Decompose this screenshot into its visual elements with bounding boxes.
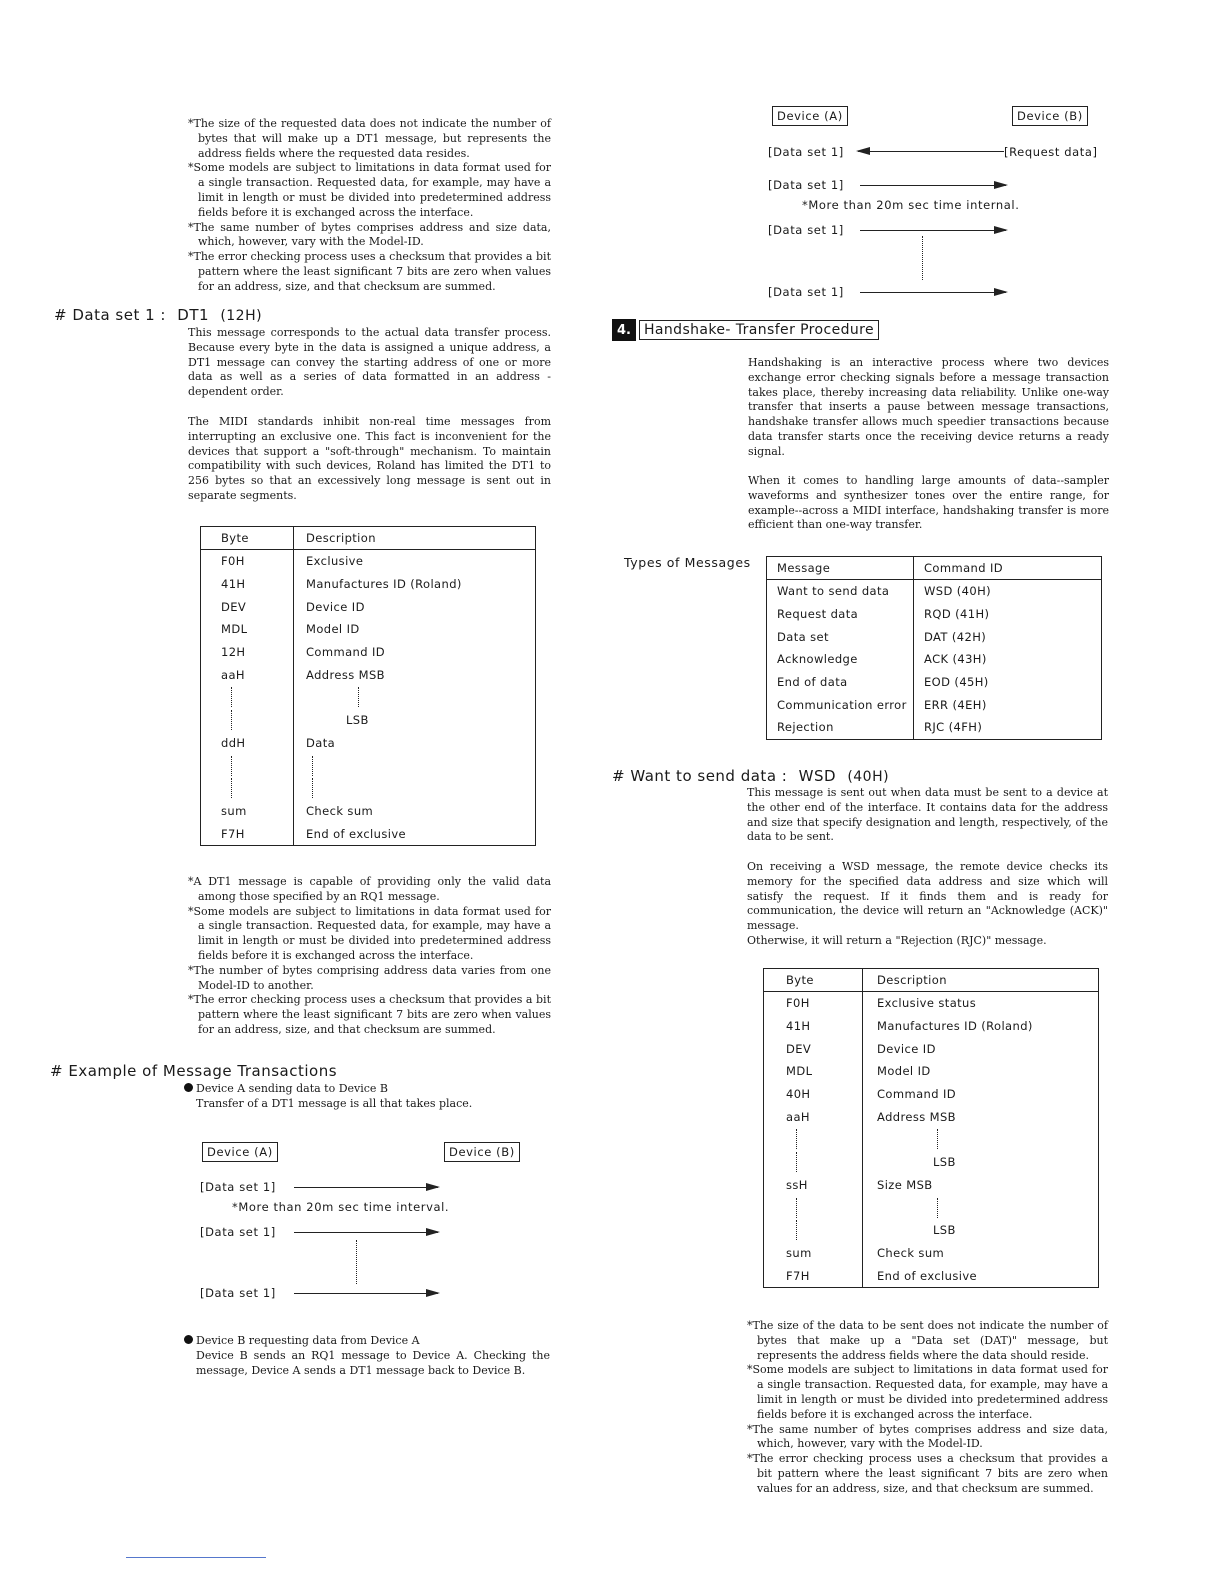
wsd-paragraph-3: Otherwise, it will return a "Rejection (RJC)" message. bbox=[747, 934, 1047, 947]
wsd-heading: # Want to send data : WSD (40H) bbox=[612, 767, 890, 785]
device-b-box: Device (B) bbox=[444, 1142, 520, 1162]
wsd-notes bbox=[747, 1319, 1108, 1497]
table-row: DEV Device ID bbox=[764, 1037, 1098, 1060]
note: *The same number of bytes comprises address and size data, which, however, vary with the Model-ID. bbox=[747, 1422, 1108, 1451]
data-set-label: [Data set 1] bbox=[768, 145, 844, 159]
table-row: aaH Address MSB bbox=[764, 1105, 1098, 1128]
data-set-label: [Data set 1] bbox=[200, 1225, 276, 1239]
section-number-badge: 4. bbox=[612, 319, 636, 341]
dt1-notes bbox=[188, 875, 551, 1038]
table-row: MDL Model ID bbox=[764, 1060, 1098, 1083]
device-b-box: Device (B) bbox=[1012, 106, 1088, 126]
table-row: LSB bbox=[764, 1219, 1098, 1242]
footer-rule bbox=[126, 1557, 266, 1558]
right-arrow-icon bbox=[294, 1187, 438, 1188]
top-notes bbox=[188, 117, 551, 295]
table-row: sum Check sum bbox=[201, 800, 535, 823]
table-row: Communication error ERR (4EH) bbox=[767, 693, 1101, 716]
interval-note: *More than 20m sec time internal. bbox=[802, 198, 1020, 212]
example-heading: # Example of Message Transactions bbox=[50, 1062, 338, 1080]
example-item-2: Device B requesting data from Device A Device B sends an RQ1 message to Device A. Checking the message, Device A sends a DT1 message back to Device B. bbox=[184, 1334, 550, 1378]
data-set-label: [Data set 1] bbox=[768, 285, 844, 299]
note: *The same number of bytes comprises address and size data, which, however, vary with the Model-ID. bbox=[188, 220, 551, 249]
table-row: aaH Address MSB bbox=[201, 663, 535, 686]
table-row: F0H Exclusive status bbox=[764, 992, 1098, 1015]
table-row: ssH Size MSB bbox=[764, 1174, 1098, 1197]
note: *The error checking process uses a checksum that provides a bit pattern where the least significant 7 bits are zero when values for an address, size, and that checksum are summed. bbox=[747, 1452, 1108, 1495]
device-a-box: Device (A) bbox=[202, 1142, 278, 1162]
table-row: Data set DAT (42H) bbox=[767, 625, 1101, 648]
data-set-label: [Data set 1] bbox=[200, 1180, 276, 1194]
table-row: Acknowledge ACK (43H) bbox=[767, 648, 1101, 671]
section-title: Handshake- Transfer Procedure bbox=[639, 320, 879, 340]
note: *A DT1 message is capable of providing only the valid data among those specified by an RQ1 message. bbox=[188, 875, 551, 903]
table-row: Request data RQD (41H) bbox=[767, 603, 1101, 626]
left-arrow-icon bbox=[858, 151, 1004, 152]
table-row: 12H Command ID bbox=[201, 641, 535, 664]
right-arrow-icon bbox=[860, 230, 1006, 231]
table-row: ddH Data bbox=[201, 732, 535, 755]
bullet-icon bbox=[184, 1335, 193, 1344]
wsd-paragraph-1: This message is sent out when data must be sent to a device at the other end of the interface. It contains data for the address and size that specify designation and length, respectively, of the data to be sent. bbox=[747, 786, 1108, 844]
table-row bbox=[764, 1196, 1098, 1219]
right-arrow-icon bbox=[860, 292, 1006, 293]
device-a-box: Device (A) bbox=[772, 106, 848, 126]
note: *The size of the data to be sent does not indicate the number of bytes that make up a "Data set (DAT)" message, but represents the address fields where the data should reside. bbox=[747, 1319, 1108, 1362]
table-row bbox=[201, 754, 535, 777]
right-arrow-icon bbox=[294, 1232, 438, 1233]
table-row bbox=[201, 777, 535, 800]
table-row: sum Check sum bbox=[764, 1242, 1098, 1265]
table-row: F7H End of exclusive bbox=[764, 1264, 1098, 1287]
table-row: End of data EOD (45H) bbox=[767, 671, 1101, 694]
continuation-dots bbox=[356, 1240, 357, 1284]
note: *The number of bytes comprising address data varies from one Model-ID to another. bbox=[188, 963, 551, 992]
table-row: DEV Device ID bbox=[201, 595, 535, 618]
message-types-table: Message Command ID Want to send data WSD (40H) Request data RQD (41H) Data set DAT (42H) Acknowledge ACK (43H) End of data EOD (45H) Communication error ERR (4EH) Rejection RJC (4FH) bbox=[766, 556, 1102, 740]
wsd-byte-table: Byte Description F0H Exclusive status 41H Manufactures ID (Roland) DEV Device ID MDL Model ID 40H Command ID aaH Address MSB LSB ssH Size MSB LSB sum Check sum F7H End of exclusive bbox=[763, 968, 1099, 1288]
handshake-paragraph-1: Handshaking is an interactive process where two devices exchange error checking signals before a message transaction takes place, thereby increasing data reliability. Unlike one-way transfer that inserts a pause between message transactions, handshake transfer allows much speedier transactions because data transfer starts once the receiving device returns a ready signal. bbox=[748, 356, 1109, 458]
table-row bbox=[764, 1128, 1098, 1151]
continuation-dots bbox=[922, 236, 923, 280]
dt1-paragraph-2: The MIDI standards inhibit non-real time messages from interrupting an exclusive one. This fact is inconvenient for the devices that support a "soft-through" mechanism. To maintain compatibility with such devices, Roland has limited the DT1 to 256 bytes so that an excessively long message is sent out in separate segments. bbox=[188, 415, 551, 502]
note: *The size of the requested data does not indicate the number of bytes that will make up a DT1 message, but represents the address fields where the requested data resides. bbox=[188, 117, 551, 160]
types-of-messages-label: Types of Messages bbox=[624, 555, 751, 570]
note: *The error checking process uses a checksum that provides a bit pattern where the least significant 7 bits are zero when values for an address, size, and that checksum are summed. bbox=[188, 250, 551, 293]
table-row: LSB bbox=[201, 709, 535, 732]
table-row: LSB bbox=[764, 1151, 1098, 1174]
request-data-label: [Request data] bbox=[1004, 145, 1098, 159]
example-item-1: Device A sending data to Device B Transfer of a DT1 message is all that takes place. bbox=[184, 1082, 554, 1112]
dt1-heading: # Data set 1 : DT1 (12H) bbox=[54, 306, 263, 324]
table-row: F0H Exclusive bbox=[201, 550, 535, 573]
bullet-icon bbox=[184, 1083, 193, 1092]
right-arrow-icon bbox=[294, 1293, 438, 1294]
wsd-paragraph-2: On receiving a WSD message, the remote device checks its memory for the specified data address and size which will satisfy the request. If it finds them and is ready for communication, the device will return an "Acknowledge (ACK)" message. bbox=[747, 860, 1108, 933]
data-set-label: [Data set 1] bbox=[768, 178, 844, 192]
section-heading bbox=[612, 319, 879, 341]
right-arrow-icon bbox=[860, 185, 1006, 186]
table-row: 41H Manufactures ID (Roland) bbox=[201, 573, 535, 596]
table-row: 40H Command ID bbox=[764, 1083, 1098, 1106]
table-row bbox=[201, 686, 535, 709]
interval-note: *More than 20m sec time interval. bbox=[232, 1200, 450, 1214]
note: *Some models are subject to limitations in data format used for a single transaction. Requested data, for example, may have a limit in length or must be divided into predetermined address fields before it is exchanged across the interface. bbox=[188, 161, 551, 219]
data-set-label: [Data set 1] bbox=[200, 1286, 276, 1300]
dt1-byte-table: Byte Description F0H Exclusive 41H Manufactures ID (Roland) DEV Device ID MDL Model ID 12H Command ID aaH Address MSB LSB ddH Data sum Check sum F7H End of exclusive bbox=[200, 526, 536, 846]
table-row: 41H Manufactures ID (Roland) bbox=[764, 1015, 1098, 1038]
note: *The error checking process uses a checksum that provides a bit pattern where the least significant 7 bits are zero when values for an address, size, and that checksum are summed. bbox=[188, 993, 551, 1036]
table-row: F7H End of exclusive bbox=[201, 822, 535, 845]
table-row: Rejection RJC (4FH) bbox=[767, 716, 1101, 739]
note: *Some models are subject to limitations in data format used for a single transaction. Requested data, for example, may have a limit in length or must be divided into predetermined address fields before it is exchanged across the interface. bbox=[188, 904, 551, 962]
note: *Some models are subject to limitations in data format used for a single transaction. Requested data, for example, may have a limit in length or must be divided into predetermined address fields before it is exchanged across the interface. bbox=[747, 1363, 1108, 1421]
table-row: Want to send data WSD (40H) bbox=[767, 580, 1101, 603]
dt1-paragraph-1: This message corresponds to the actual data transfer process. Because every byte in the data is assigned a unique address, a DT1 message can convey the starting address of one or more data as well as a series of data formatted in an address - dependent order. bbox=[188, 326, 551, 399]
handshake-paragraph-2: When it comes to handling large amounts of data--sampler waveforms and synthesizer tones over the entire range, for example--across a MIDI interface, handshaking transfer is more efficient than one-way transfer. bbox=[748, 474, 1109, 532]
table-row: MDL Model ID bbox=[201, 618, 535, 641]
data-set-label: [Data set 1] bbox=[768, 223, 844, 237]
